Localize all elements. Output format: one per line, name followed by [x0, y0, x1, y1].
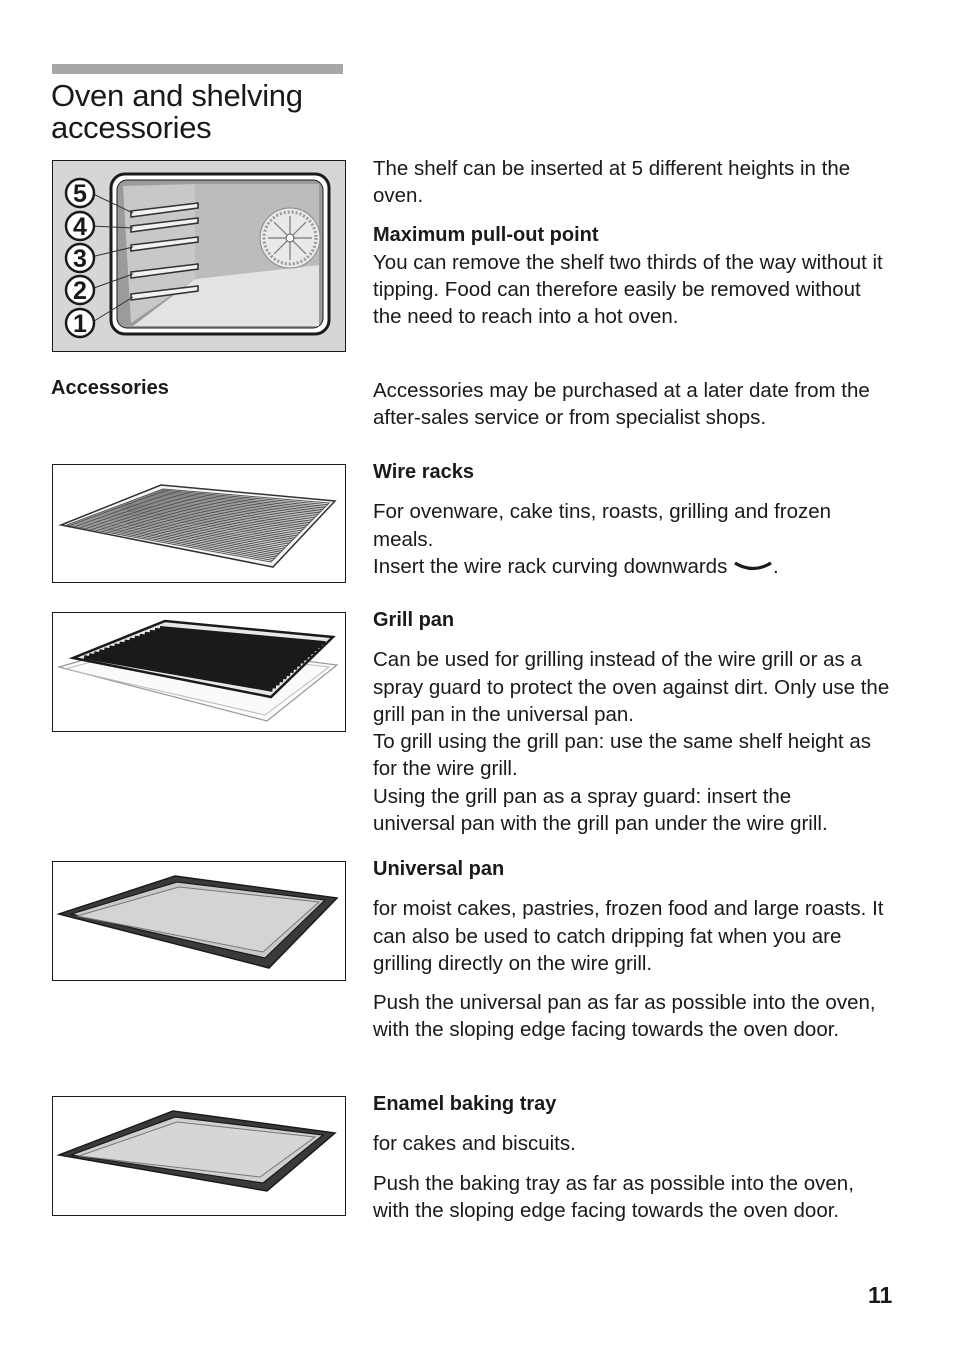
shelf-section	[373, 155, 913, 331]
enamel-tray-text-2: Push the baking tray as far as possible into the oven, with the sloping edge facing towards the oven door.	[373, 1171, 854, 1222]
shelf-level-2: 2	[73, 277, 87, 305]
universal-pan-section	[373, 856, 913, 1044]
enamel-tray-illustration	[53, 1097, 345, 1215]
header-rule	[52, 64, 343, 74]
page-title: Oven and shelving accessories	[51, 78, 303, 145]
grill-pan-figure	[52, 612, 346, 732]
enamel-tray-section	[373, 1091, 913, 1224]
wire-racks-section	[373, 459, 913, 580]
oven-interior-illustration	[53, 161, 345, 351]
enamel-tray-figure	[52, 1096, 346, 1216]
shelf-level-5: 5	[73, 180, 87, 208]
downward-curve-icon	[733, 560, 773, 574]
universal-pan-heading: Universal pan	[373, 858, 505, 880]
wire-racks-insert-text	[373, 553, 913, 580]
wire-racks-insert-end: .	[773, 554, 779, 578]
wire-rack-illustration	[53, 465, 345, 582]
accessories-intro: Accessories may be purchased at a later date from the after-sales service or from specialist shops.	[373, 379, 870, 430]
universal-pan-text-2: Push the universal pan as far as possible into the oven, with the sloping edge facing towards the oven door.	[373, 991, 876, 1042]
universal-pan-figure	[52, 861, 346, 981]
shelf-intro: The shelf can be inserted at 5 different heights in the oven.	[373, 157, 851, 208]
grill-pan-heading: Grill pan	[373, 609, 455, 631]
wire-racks-insert-label: Insert the wire rack curving downwards	[373, 554, 728, 578]
wire-rack-figure	[52, 464, 346, 583]
grill-pan-text-3: Using the grill pan as a spray guard: insert the universal pan with the grill pan under the wire grill.	[373, 784, 828, 836]
shelf-level-4: 4	[73, 213, 87, 241]
universal-pan-text-1: for moist cakes, pastries, frozen food and large roasts. It can also be used to catch dripping fat when you are grilling directly on the wire grill.	[373, 897, 884, 975]
shelf-level-3: 3	[73, 245, 87, 273]
grill-pan-section	[373, 607, 913, 837]
accessories-label: Accessories	[51, 377, 169, 399]
wire-racks-heading: Wire racks	[373, 461, 474, 483]
pullout-text: You can remove the shelf two thirds of the way without it tipping. Food can therefore easily be removed without the need to reach into a hot oven.	[373, 250, 883, 329]
enamel-tray-heading: Enamel baking tray	[373, 1093, 557, 1115]
grill-pan-text-1: Can be used for grilling instead of the wire grill or as a spray guard to protect the oven against dirt. Only use the grill pan in the universal pan.	[373, 648, 890, 726]
pullout-heading: Maximum pull-out point	[373, 223, 599, 246]
wire-racks-text: For ovenware, cake tins, roasts, grilling and frozen meals.	[373, 500, 832, 551]
grill-pan-illustration	[53, 613, 345, 731]
grill-pan-text-2: To grill using the grill pan: use the same shelf height as for the wire grill.	[373, 730, 871, 781]
page-number: 11	[868, 1282, 893, 1308]
shelf-level-1: 1	[73, 310, 87, 338]
universal-pan-illustration	[53, 862, 345, 980]
enamel-tray-text-1: for cakes and biscuits.	[373, 1132, 576, 1156]
oven-shelf-figure	[52, 160, 346, 352]
